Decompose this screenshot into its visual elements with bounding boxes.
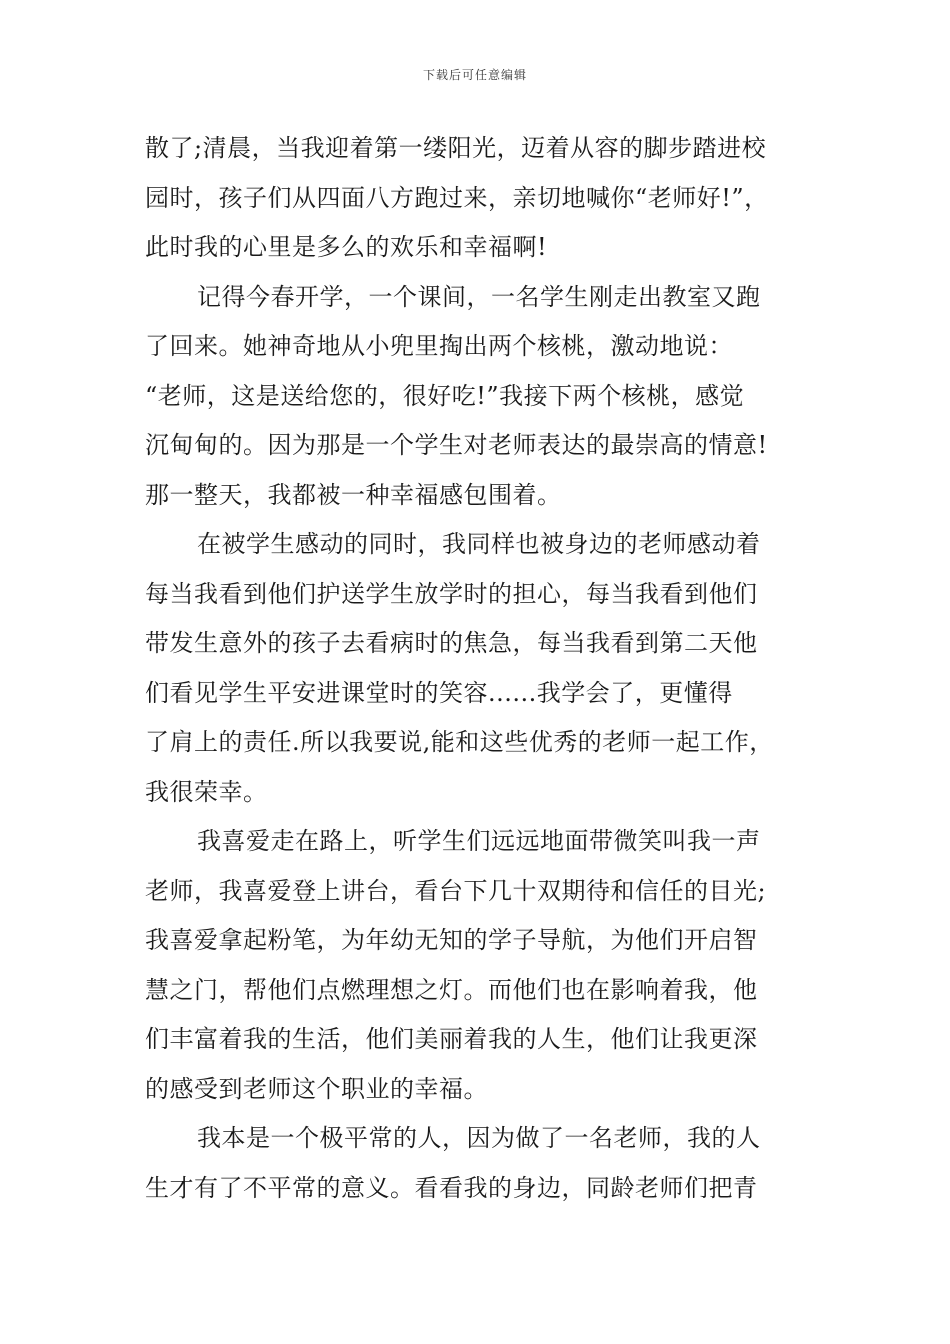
text-line: 我很荣幸。: [145, 777, 268, 806]
text-line: 生才有了不平常的意义。看看我的身边，同龄老师们把青: [145, 1173, 758, 1202]
text-line: 的感受到老师这个职业的幸福。: [145, 1074, 488, 1103]
text-line: 在被学生感动的同时，我同样也被身边的老师感动着: [197, 530, 761, 558]
text-line: “老师，这是送给您的，很好吃!”我接下两个核桃，感觉: [145, 381, 745, 410]
text-line: 记得今春开学，一个课间，一名学生刚走出教室又跑: [197, 282, 761, 311]
text-line: 园时，孩子们从四面八方跑过来，亲切地喊你“老师好!”，: [145, 183, 769, 212]
text-line: 散了;清晨，当我迎着第一缕阳光，迈着从容的脚步踏进校: [145, 134, 767, 162]
text-line: 们丰富着我的生活，他们美丽着我的人生，他们让我更深: [145, 1025, 758, 1053]
text-line: 那一整天，我都被一种幸福感包围着。: [145, 480, 562, 509]
text-line: 我本是一个极平常的人，因为做了一名老师，我的人: [197, 1124, 761, 1152]
text-line: 老师，我喜爱登上讲台，看台下几十双期待和信任的目光;: [145, 876, 767, 905]
text-line: 我喜爱拿起粉笔，为年幼无知的学子导航，为他们开启智: [145, 926, 758, 954]
text-line: 每当我看到他们护送学生放学时的担心，每当我看到他们: [145, 579, 758, 608]
paragraph-1: [145, 124, 825, 273]
text-line: 了回来。她神奇地从小兜里掏出两个核桃，激动地说：: [145, 332, 733, 360]
text-line: 们看见学生平安进课堂时的笑容......我学会了，更懂得: [145, 678, 733, 707]
paragraph-3: [145, 520, 825, 817]
paragraph-2: [145, 273, 825, 521]
page-header: 下载后可任意编辑: [422, 68, 527, 82]
text-line: 了肩上的责任.所以我要说,能和这些优秀的老师一起工作，: [145, 728, 774, 756]
text-line: 带发生意外的孩子去看病时的焦急，每当我看到第二天他: [145, 629, 758, 657]
text-line: 慧之门，帮他们点燃理想之灯。而他们也在影响着我，他: [145, 975, 758, 1004]
paragraph-5: [145, 1114, 825, 1213]
text-line: 沉甸甸的。因为那是一个学生对老师表达的最崇高的情意!: [145, 431, 768, 459]
text-line: 此时我的心里是多么的欢乐和幸福啊!: [145, 233, 548, 261]
document-body: [145, 124, 825, 1213]
paragraph-4: [145, 817, 825, 1114]
text-line: 我喜爱走在路上，听学生们远远地面带微笑叫我一声: [197, 827, 761, 855]
